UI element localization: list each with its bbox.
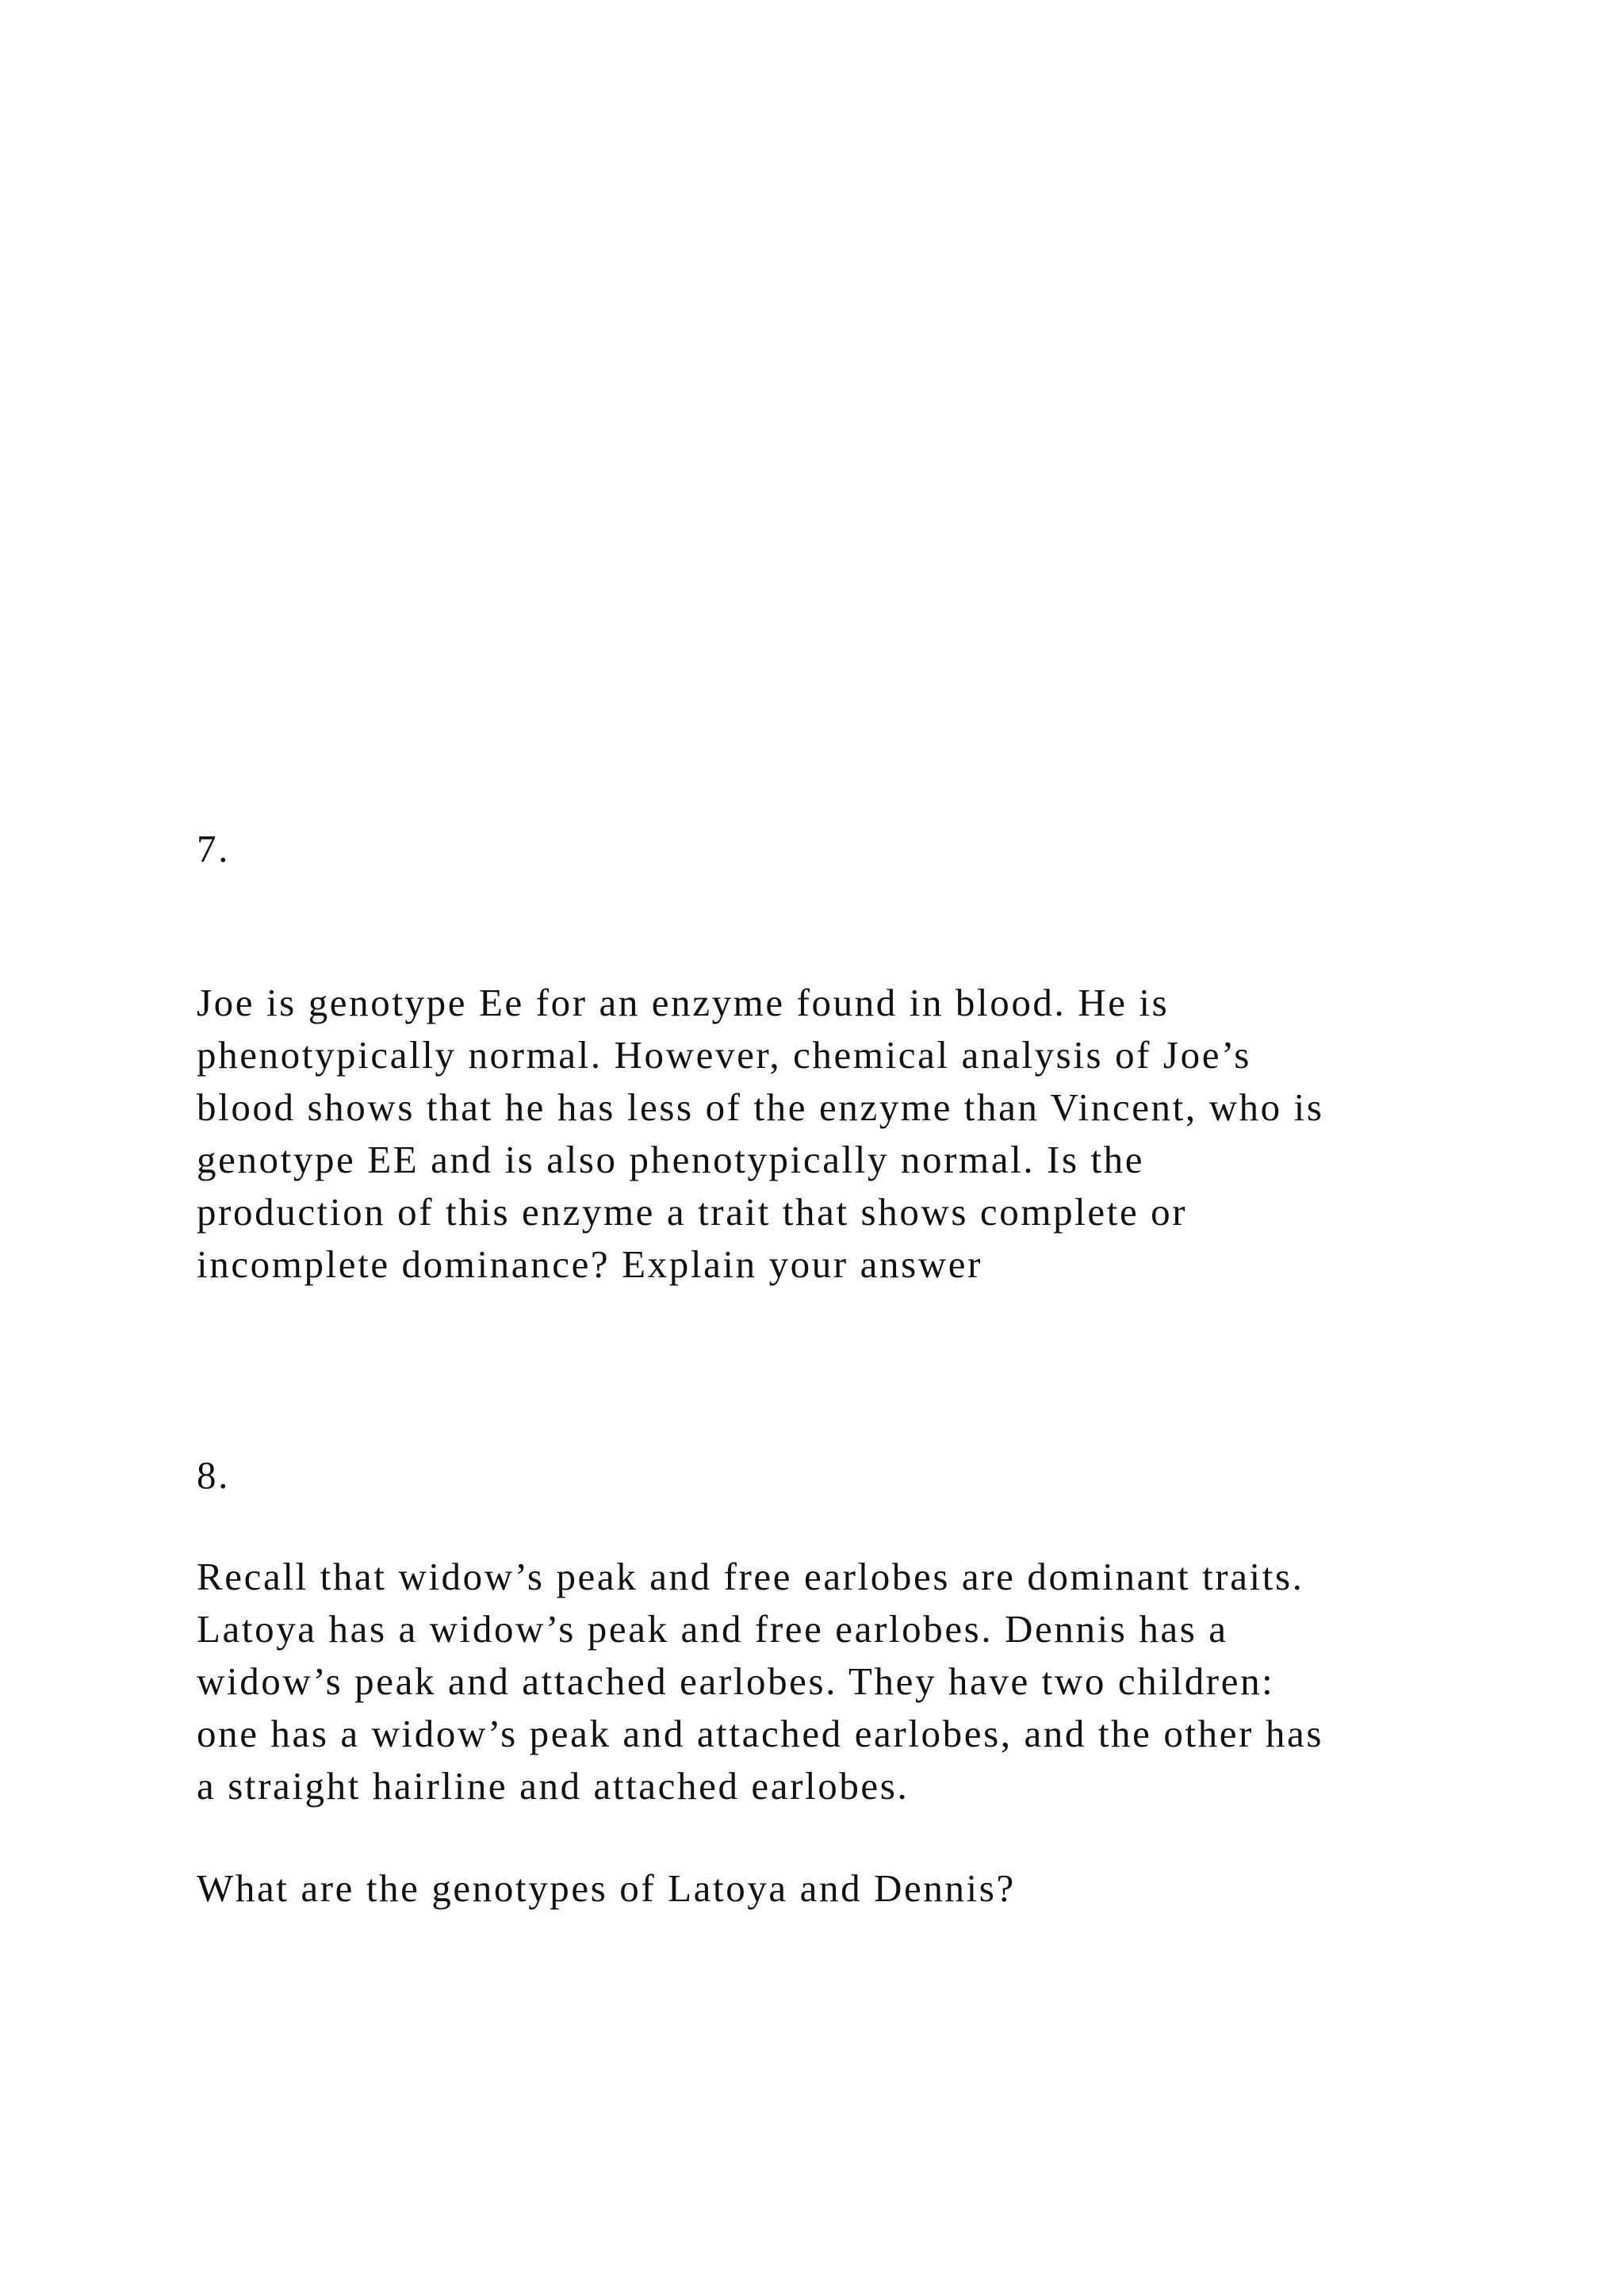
question-8-text — [197, 1551, 1323, 1812]
question-7-line: genotype EE and is also phenotypically normal. Is the — [197, 1138, 1145, 1181]
question-7-text — [197, 977, 1323, 1291]
question-8-line: Recall that widow’s peak and free earlobes are dominant traits. — [197, 1555, 1304, 1598]
question-7-line: Joe is genotype Ee for an enzyme found in blood. He is — [197, 981, 1170, 1024]
question-7-number: 7. — [197, 827, 230, 871]
question-8-number: 8. — [197, 1453, 230, 1497]
question-8-line: one has a widow’s peak and attached earlobes, and the other has — [197, 1712, 1324, 1755]
question-7-line: phenotypically normal. However, chemical analysis of Joe’s — [197, 1033, 1251, 1077]
question-8-line: a straight hairline and attached earlobes. — [197, 1764, 910, 1808]
question-7-line: incomplete dominance? Explain your answer — [197, 1242, 983, 1286]
question-8-line: Latoya has a widow’s peak and free earlobes. Dennis has a — [197, 1607, 1228, 1651]
question-7-line: production of this enzyme a trait that shows complete or — [197, 1190, 1188, 1234]
question-8-prompt: What are the genotypes of Latoya and Dennis? — [197, 1866, 1016, 1910]
question-7-line: blood shows that he has less of the enzyme than Vincent, who is — [197, 1085, 1324, 1129]
question-8-line: widow’s peak and attached earlobes. They have two children: — [197, 1659, 1275, 1703]
